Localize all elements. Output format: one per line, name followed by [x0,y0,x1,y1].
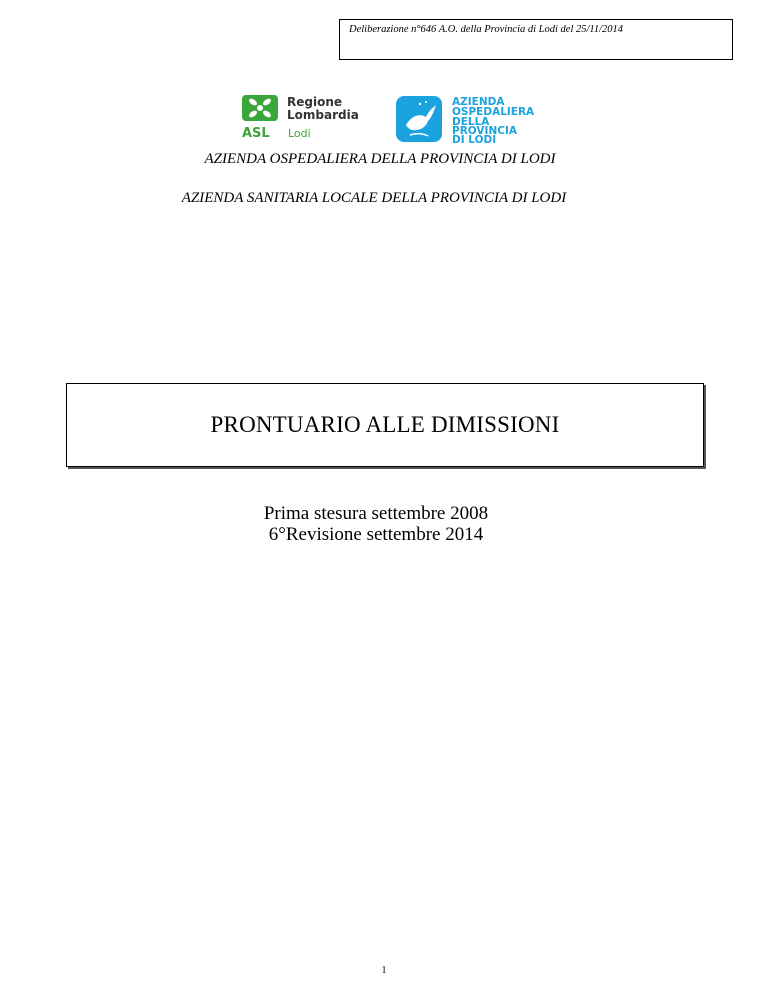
document-title-box [66,383,704,467]
health-agency-organization-name: AZIENDA SANITARIA LOCALE DELLA PROVINCIA DI LODI [181,190,567,206]
logo-provincia-text: PROVINCIA [452,125,517,137]
logo-asl-text: ASL [242,126,270,140]
azienda-ospedaliera-logo [396,95,556,145]
logo-azienda-text: AZIENDA [452,96,505,108]
hospital-organization-name: AZIENDA OSPEDALIERA DELLA PROVINCIA DI LODI [204,151,556,167]
document-title: PRONTUARIO ALLE DIMISSIONI [210,412,560,437]
logo-lombardia-text: Lombardia [287,108,359,122]
logo-della-text: DELLA [452,116,490,128]
logo-regione-text: Regione [287,95,343,109]
regione-lombardia-emblem-icon [242,95,278,121]
logo-ospedaliera-text: OSPEDALIERA [452,106,535,118]
logo-di-lodi-text: DI LODI [452,134,497,145]
first-draft-date: Prima stesura settembre 2008 [263,503,489,524]
revision-date: 6°Revisione settembre 2014 [268,524,484,545]
asl-lodi-logo [242,95,382,140]
deliberation-reference: Deliberazione n°646 A.O. della Provincia di Lodi del 25/11/2014 [349,24,624,35]
page-number: 1 [381,965,387,976]
logo-lodi-text: Lodi [288,127,311,140]
deliberation-header-box [339,19,733,60]
dove-emblem-icon [396,96,442,142]
